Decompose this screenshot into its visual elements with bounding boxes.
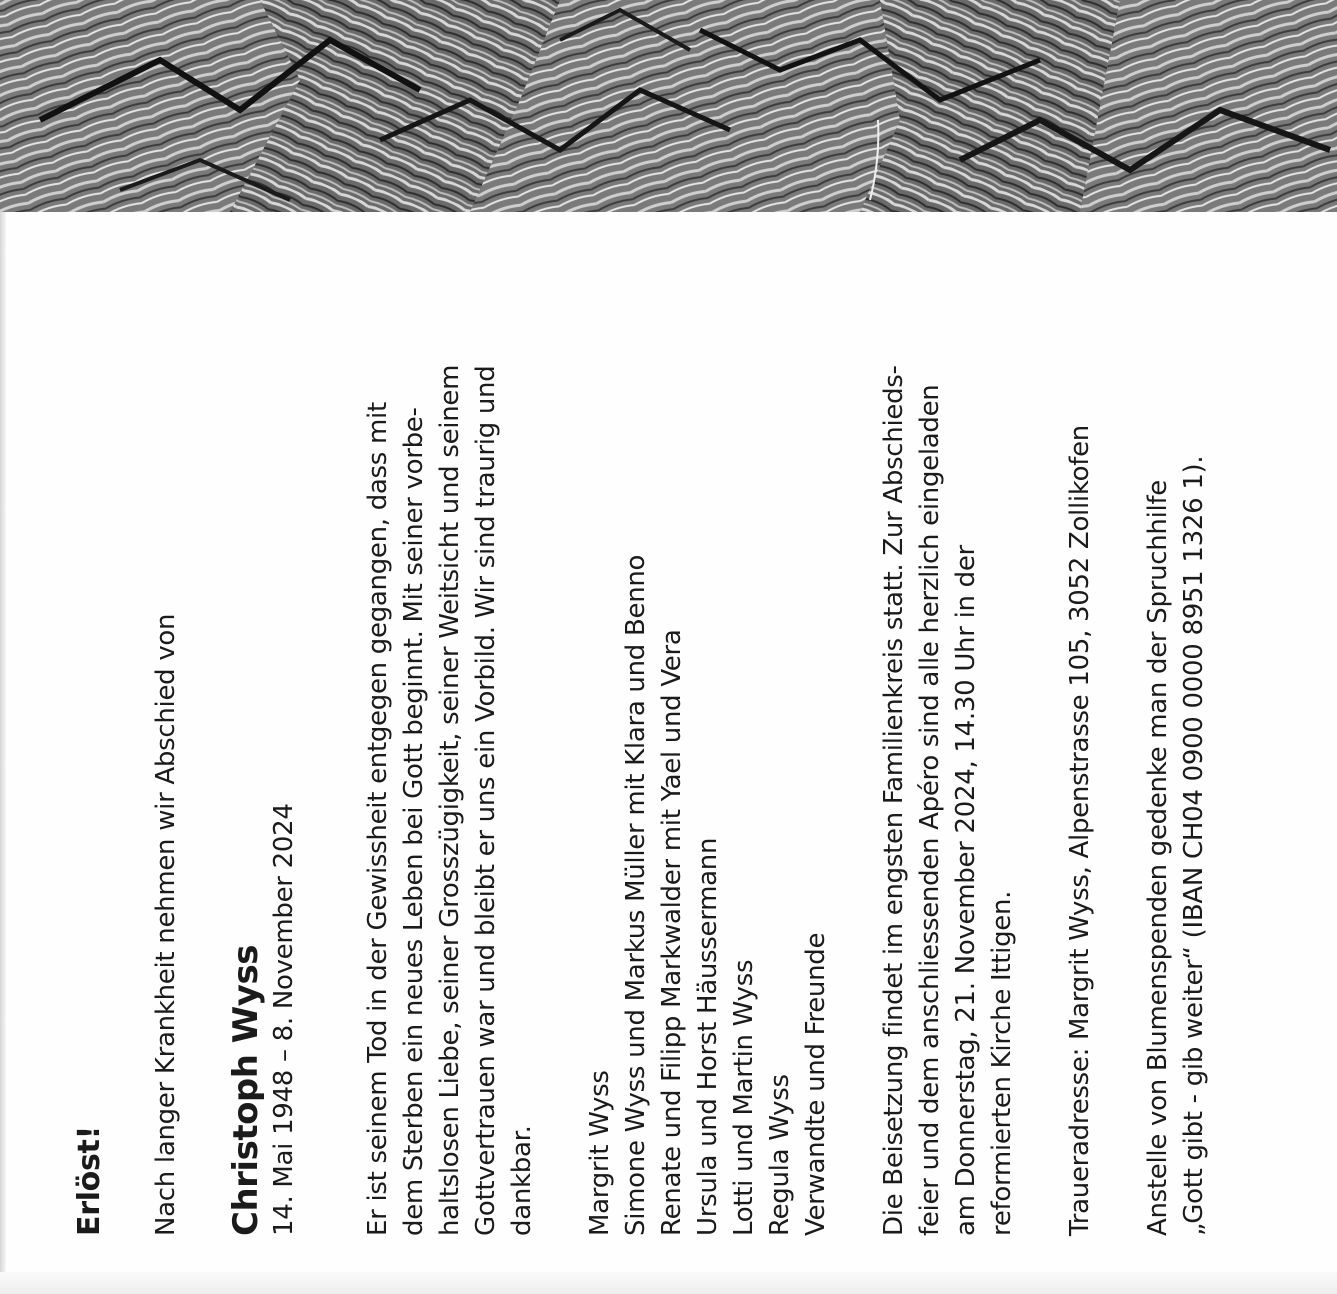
charred-wood-photo [0,0,1337,212]
mourner-name: Simone Wyss und Markus Müller mit Klara und Benno [621,554,651,1236]
mourner-name: Ursula und Horst Häussermann [693,837,723,1236]
obituary-text-column [60,216,1212,1236]
obituary-text-block [60,216,1260,1236]
deceased-name: Christoph Wyss [226,945,266,1236]
scan-bottom-edge [0,1272,1337,1294]
tribute-line: dankbar. [507,1125,537,1236]
donation-line: „Gott gibt - gib weiter“ (IBAN CH04 0900 0000 8951 1326 1). [1179,455,1209,1236]
mourning-address: Traueradresse: Margrit Wyss, Alpenstrasse 105, 3052 Zollikofen [1065,425,1095,1236]
funeral-line: reformierten Kirche Ittigen. [987,890,1017,1236]
scan-edge-shadow [0,212,6,1294]
mourner-name: Regula Wyss [765,1074,795,1236]
mourners-list [582,216,834,1236]
tribute-line: dem Sterben ein neues Leben bei Gott beginnt. Mit seiner vorbe- [399,407,429,1236]
funeral-line: feier und dem anschliessenden Apéro sind alle herzlich eingeladen [915,384,945,1236]
donation-line: Anstelle von Blumenspenden gedenke man der Spruchhilfe [1143,479,1173,1236]
wood-texture-image [0,0,1337,212]
heading: Erlöst! [72,1126,107,1236]
tribute-line: Gottvertrauen war und bleibt er uns ein Vorbild. Wir sind traurig und [471,365,501,1236]
mourner-name: Verwandte und Freunde [801,932,831,1236]
mourner-name: Lotti und Martin Wyss [729,959,759,1236]
mourner-name: Renate und Filipp Markwalder mit Yael und Vera [657,629,687,1236]
funeral-line: Die Beisetzung findet im engsten Familienkreis statt. Zur Abschieds- [879,365,909,1236]
donation-paragraph [1140,216,1212,1236]
deceased-dates: 14. Mai 1948 – 8. November 2024 [269,803,299,1236]
tribute-paragraph [360,216,540,1236]
mourner-name: Margrit Wyss [585,1070,615,1236]
funeral-paragraph [876,216,1020,1236]
tribute-line: Er ist seinem Tod in der Gewissheit entgegen gegangen, dass mit [363,402,393,1236]
funeral-line: am Donnerstag, 21. November 2024, 14.30 Uhr in der [951,545,981,1236]
intro-text: Nach langer Krankheit nehmen wir Abschied von [151,613,181,1236]
tribute-line: haltslosen Liebe, seiner Grosszügigkeit, seiner Weitsicht und seinem [435,364,465,1236]
